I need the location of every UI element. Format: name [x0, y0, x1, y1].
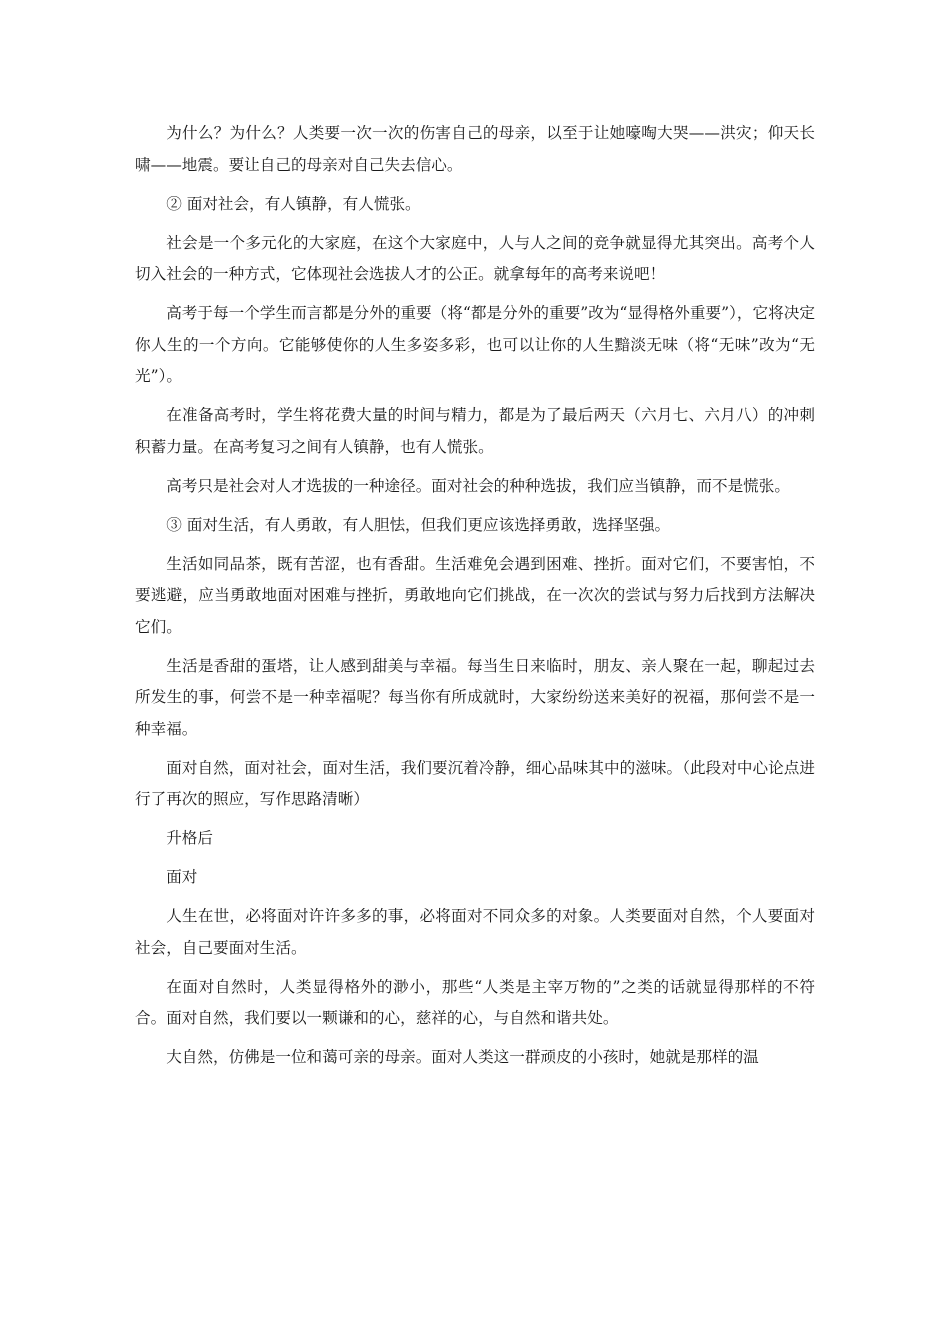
- paragraph-gaokao-selection: 高考只是社会对人才选拔的一种途径。面对社会的种种选拔，我们应当镇静，而不是慌张。: [166, 476, 790, 495]
- paragraph-revised-label: 升格后: [166, 829, 213, 847]
- paragraph-gaokao-preparation: 在准备高考时，学生将花费大量的时间与精力，都是为了最后两天（六月七、六月八）的冲刺积蓄力量。在高考复习之间有人镇静，也有人慌张。: [135, 406, 815, 456]
- paragraph-society-family: 社会是一个多元化的大家庭，在这个大家庭中，人与人之间的竞争就显得尤其突出。高考个人切入社会的一种方式，它体现社会选拔人才的公正。就拿每年的高考来说吧！: [135, 233, 815, 283]
- paragraph-heading-life: ③ 面对生活，有人勇敢，有人胆怯，但我们更应该选择勇敢，选择坚强。: [166, 515, 671, 534]
- paragraph-conclusion: 面对自然，面对社会，面对生活，我们要沉着冷静，细心品味其中的滋味。（此段对中心论点进行了再次的照应，写作思路清晰）: [135, 758, 815, 808]
- paragraph-revised-title: 面对: [166, 868, 198, 886]
- paragraph-revised-mother: 大自然，仿佛是一位和蔼可亲的母亲。面对人类这一群顽皮的小孩时，她就是那样的温: [166, 1048, 759, 1066]
- paragraph-gaokao-importance: 高考于每一个学生而言都是分外的重要（将“都是分外的重要”改为“显得格外重要”），它将决定你人生的一个方向。它能够使你的人生多姿多彩，也可以让你的人生黯淡无味（将“无味”改为“无光”）。: [135, 304, 815, 385]
- paragraph-question: 为什么？为什么？人类要一次一次的伤害自己的母亲，以至于让她嚎啕大哭——洪灾；仰天长啸——地震。要让自己的母亲对自己失去信心。: [135, 124, 815, 174]
- paragraph-revised-nature: 在面对自然时，人类显得格外的渺小，那些“人类是主宰万物的”之类的话就显得那样的不符合。面对自然，我们要以一颗谦和的心，慈祥的心，与自然和谐共处。: [135, 977, 815, 1027]
- paragraph-life-tea: 生活如同品茶，既有苦涩，也有香甜。生活难免会遇到困难、挫折。面对它们，不要害怕，不要逃避，应当勇敢地面对困难与挫折，勇敢地向它们挑战，在一次次的尝试与努力后找到方法解决它们。: [135, 554, 815, 636]
- paragraph-life-cake: 生活是香甜的蛋塔，让人感到甜美与幸福。每当生日来临时，朋友、亲人聚在一起，聊起过去所发生的事，何尝不是一种幸福呢？每当你有所成就时，大家纷纷送来美好的祝福，那何尝不是一种幸福。: [135, 656, 815, 738]
- paragraph-revised-intro: 人生在世，必将面对许许多多的事，必将面对不同众多的对象。人类要面对自然，个人要面对社会，自己要面对生活。: [135, 907, 815, 957]
- document-body: [135, 118, 815, 1081]
- paragraph-heading-society: ② 面对社会，有人镇静，有人慌张。: [166, 194, 421, 213]
